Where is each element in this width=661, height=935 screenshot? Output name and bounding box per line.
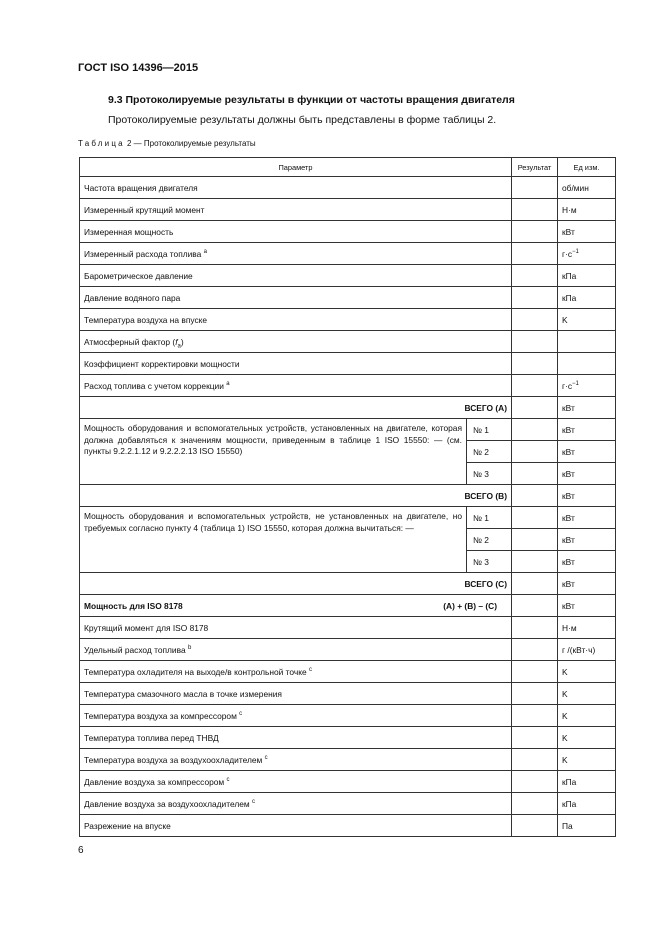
table-row <box>80 683 616 705</box>
result-cell <box>512 199 558 221</box>
unit-cell <box>558 705 616 727</box>
footnote-marker: c <box>226 776 230 783</box>
param-cell <box>80 199 512 221</box>
unit-label: K <box>562 666 568 677</box>
footnote-marker: b <box>187 644 192 651</box>
total-b-row <box>80 485 616 507</box>
table-row <box>80 177 616 199</box>
col-result-header: Результат <box>512 158 558 177</box>
param-label: Температура воздуха за компрессором <box>84 710 240 721</box>
result-cell <box>512 331 558 353</box>
result-cell <box>512 463 558 485</box>
result-cell <box>512 683 558 705</box>
result-cell <box>512 485 558 507</box>
unit-label: Па <box>562 820 573 831</box>
power-iso-row <box>80 595 616 617</box>
unit-cell <box>558 199 616 221</box>
unit-label: K <box>562 688 568 699</box>
unit-label: кПа <box>562 798 577 809</box>
param-label: Крутящий момент для ISO 8178 <box>84 622 209 633</box>
result-cell <box>512 375 558 397</box>
block-b-row-1 <box>80 507 616 529</box>
result-cell <box>512 397 558 419</box>
unit-cell <box>558 265 616 287</box>
unit-label: кВт <box>562 226 575 237</box>
table-row <box>80 661 616 683</box>
unit-label: K <box>562 754 568 765</box>
footnote-marker: c <box>251 798 255 805</box>
param-label: Измеренная мощность <box>84 226 174 237</box>
power-iso-cell <box>80 595 512 617</box>
table-header-row <box>80 158 616 177</box>
col-param-header: Параметр <box>80 158 512 177</box>
table-row <box>80 639 616 661</box>
unit-label: кПа <box>562 776 577 787</box>
param-cell <box>80 309 512 331</box>
param-cell <box>80 353 512 375</box>
table-row <box>80 815 616 837</box>
block-a-text: Мощность оборудования и вспомогательных устройств, установленных на двигателе, которая должна добавляться к значениям мощности, приведенным в таблице 1 ISO 15550: — (см. пункты 9.2.2.1.12 и 9.2.2.2.13 ISO 15550) <box>80 419 467 485</box>
unit-cell <box>558 639 616 661</box>
param-cell <box>80 331 512 353</box>
unit-cell <box>558 727 616 749</box>
param-cell <box>80 661 512 683</box>
caption-word: Таблица <box>78 139 125 148</box>
result-cell <box>512 727 558 749</box>
unit-label: Н·м <box>562 204 577 215</box>
table-row <box>80 199 616 221</box>
unit-cell: кВт <box>558 573 616 595</box>
param-cell <box>80 243 512 265</box>
param-cell <box>80 749 512 771</box>
unit-exponent: −1 <box>572 380 579 387</box>
param-cell <box>80 727 512 749</box>
total-b-label: ВСЕГО (В) <box>80 485 512 507</box>
result-cell <box>512 419 558 441</box>
unit-cell <box>558 661 616 683</box>
caption-rest: 2 — Протоколируемые результаты <box>124 139 256 148</box>
unit-cell: кВт <box>558 441 616 463</box>
result-cell <box>512 639 558 661</box>
total-a-label: ВСЕГО (А) <box>80 397 512 419</box>
result-cell <box>512 771 558 793</box>
param-symbol: f <box>175 336 178 347</box>
param-label: Атмосферный фактор ( <box>84 336 176 347</box>
col-unit-header: Ед изм. <box>558 158 616 177</box>
param-cell <box>80 639 512 661</box>
result-cell <box>512 551 558 573</box>
result-cell <box>512 815 558 837</box>
param-label: Измеренный крутящий момент <box>84 204 205 215</box>
result-cell <box>512 221 558 243</box>
unit-label: кПа <box>562 292 577 303</box>
page-number: 6 <box>78 845 84 856</box>
result-cell <box>512 507 558 529</box>
table-row <box>80 793 616 815</box>
param-cell <box>80 771 512 793</box>
unit-cell: кВт <box>558 551 616 573</box>
param-label: Температура воздуха на впуске <box>84 314 208 325</box>
unit-cell: кВт <box>558 507 616 529</box>
document-header: ГОСТ ISO 14396—2015 <box>78 62 199 74</box>
unit-cell: кВт <box>558 397 616 419</box>
result-cell <box>512 573 558 595</box>
unit-label: K <box>562 314 568 325</box>
unit-cell <box>558 771 616 793</box>
param-label: Коэффициент корректировки мощности <box>84 358 240 369</box>
block-b-text: Мощность оборудования и вспомогательных устройств, не установленных на двигателе, но требуемых согласно пункту 4 (таблица 1) ISO 15550, которая должна вычитаться: — <box>80 507 467 573</box>
param-cell <box>80 617 512 639</box>
param-label: Температура смазочного масла в точке измерения <box>84 688 282 699</box>
unit-label: K <box>562 732 568 743</box>
param-label: Расход топлива с учетом коррекции <box>84 380 227 391</box>
table-row <box>80 221 616 243</box>
block-a-n3: № 3 <box>467 463 512 485</box>
unit-cell <box>558 177 616 199</box>
unit-cell <box>558 793 616 815</box>
footnote-marker: a <box>226 380 230 387</box>
param-cell <box>80 265 512 287</box>
unit-label: Н·м <box>562 622 577 633</box>
total-c-row <box>80 573 616 595</box>
result-cell <box>512 749 558 771</box>
section-heading: 9.3 Протоколируемые результаты в функции от частоты вращения двигателя <box>108 94 515 106</box>
param-cell <box>80 375 512 397</box>
param-label: Частота вращения двигателя <box>84 182 198 193</box>
param-label: Температура воздуха за воздухоохладителем <box>84 754 265 765</box>
results-table <box>79 157 616 837</box>
block-a-row-1 <box>80 419 616 441</box>
param-label: Давление воздуха за воздухоохладителем <box>84 798 252 809</box>
result-cell <box>512 529 558 551</box>
result-cell <box>512 441 558 463</box>
result-cell <box>512 243 558 265</box>
result-cell <box>512 309 558 331</box>
footnote-marker: a <box>203 248 207 255</box>
table-row <box>80 353 616 375</box>
footnote-marker: c <box>264 754 268 761</box>
unit-cell: кВт <box>558 419 616 441</box>
param-symbol-subscript: a <box>177 343 181 350</box>
unit-cell: кВт <box>558 463 616 485</box>
unit-label: г·с <box>562 380 573 391</box>
result-cell <box>512 265 558 287</box>
param-cell <box>80 177 512 199</box>
param-label: Измеренный расхода топлива <box>84 248 204 259</box>
unit-label: кПа <box>562 270 577 281</box>
result-cell <box>512 661 558 683</box>
block-a-n2: № 2 <box>467 441 512 463</box>
table-row <box>80 243 616 265</box>
unit-cell <box>558 815 616 837</box>
table-row <box>80 705 616 727</box>
table-row <box>80 727 616 749</box>
block-a-n1: № 1 <box>467 419 512 441</box>
unit-cell <box>558 683 616 705</box>
result-cell <box>512 705 558 727</box>
unit-label: K <box>562 710 568 721</box>
unit-cell: кВт <box>558 485 616 507</box>
table-row <box>80 331 616 353</box>
total-c-label: ВСЕГО (С) <box>80 573 512 595</box>
result-cell <box>512 617 558 639</box>
param-label: Давление водяного пара <box>84 292 181 303</box>
total-a-row <box>80 397 616 419</box>
unit-cell <box>558 287 616 309</box>
power-iso-formula: (А) + (В) – (С) <box>443 600 497 611</box>
param-label: Температура охладителя на выходе/в контрольной точке <box>84 666 309 677</box>
unit-cell <box>558 331 616 353</box>
unit-label: г /(кВт·ч) <box>562 644 596 655</box>
footnote-marker: c <box>239 710 243 717</box>
result-cell <box>512 177 558 199</box>
param-cell <box>80 705 512 727</box>
param-label: Разрежение на впуске <box>84 820 171 831</box>
table-row <box>80 287 616 309</box>
block-b-n2: № 2 <box>467 529 512 551</box>
param-label: Удельный расход топлива <box>84 644 188 655</box>
unit-exponent: −1 <box>572 248 579 255</box>
unit-cell <box>558 749 616 771</box>
table-row <box>80 771 616 793</box>
table-row <box>80 265 616 287</box>
result-cell <box>512 595 558 617</box>
table-row <box>80 617 616 639</box>
unit-cell <box>558 309 616 331</box>
unit-cell <box>558 221 616 243</box>
table-row <box>80 749 616 771</box>
param-label: Барометрическое давление <box>84 270 193 281</box>
result-cell <box>512 353 558 375</box>
unit-cell: кВт <box>558 595 616 617</box>
unit-cell <box>558 243 616 265</box>
table-row <box>80 309 616 331</box>
unit-cell: кВт <box>558 529 616 551</box>
intro-paragraph: Протоколируемые результаты должны быть представлены в форме таблицы 2. <box>108 114 497 126</box>
param-cell <box>80 815 512 837</box>
result-cell <box>512 287 558 309</box>
param-cell <box>80 287 512 309</box>
param-label-end: ) <box>180 336 184 347</box>
param-cell <box>80 683 512 705</box>
unit-label: об/мин <box>562 182 589 193</box>
table-row <box>80 375 616 397</box>
table-caption <box>78 139 256 148</box>
block-b-n1: № 1 <box>467 507 512 529</box>
power-iso-label: Мощность для ISO 8178 <box>84 600 183 611</box>
unit-cell <box>558 353 616 375</box>
unit-label: г·с <box>562 248 573 259</box>
unit-cell <box>558 375 616 397</box>
param-cell <box>80 793 512 815</box>
unit-cell <box>558 617 616 639</box>
footnote-marker: c <box>308 666 312 673</box>
block-b-n3: № 3 <box>467 551 512 573</box>
result-cell <box>512 793 558 815</box>
param-cell <box>80 221 512 243</box>
param-label: Температура топлива перед ТНВД <box>84 732 219 743</box>
param-label: Давление воздуха за компрессором <box>84 776 227 787</box>
